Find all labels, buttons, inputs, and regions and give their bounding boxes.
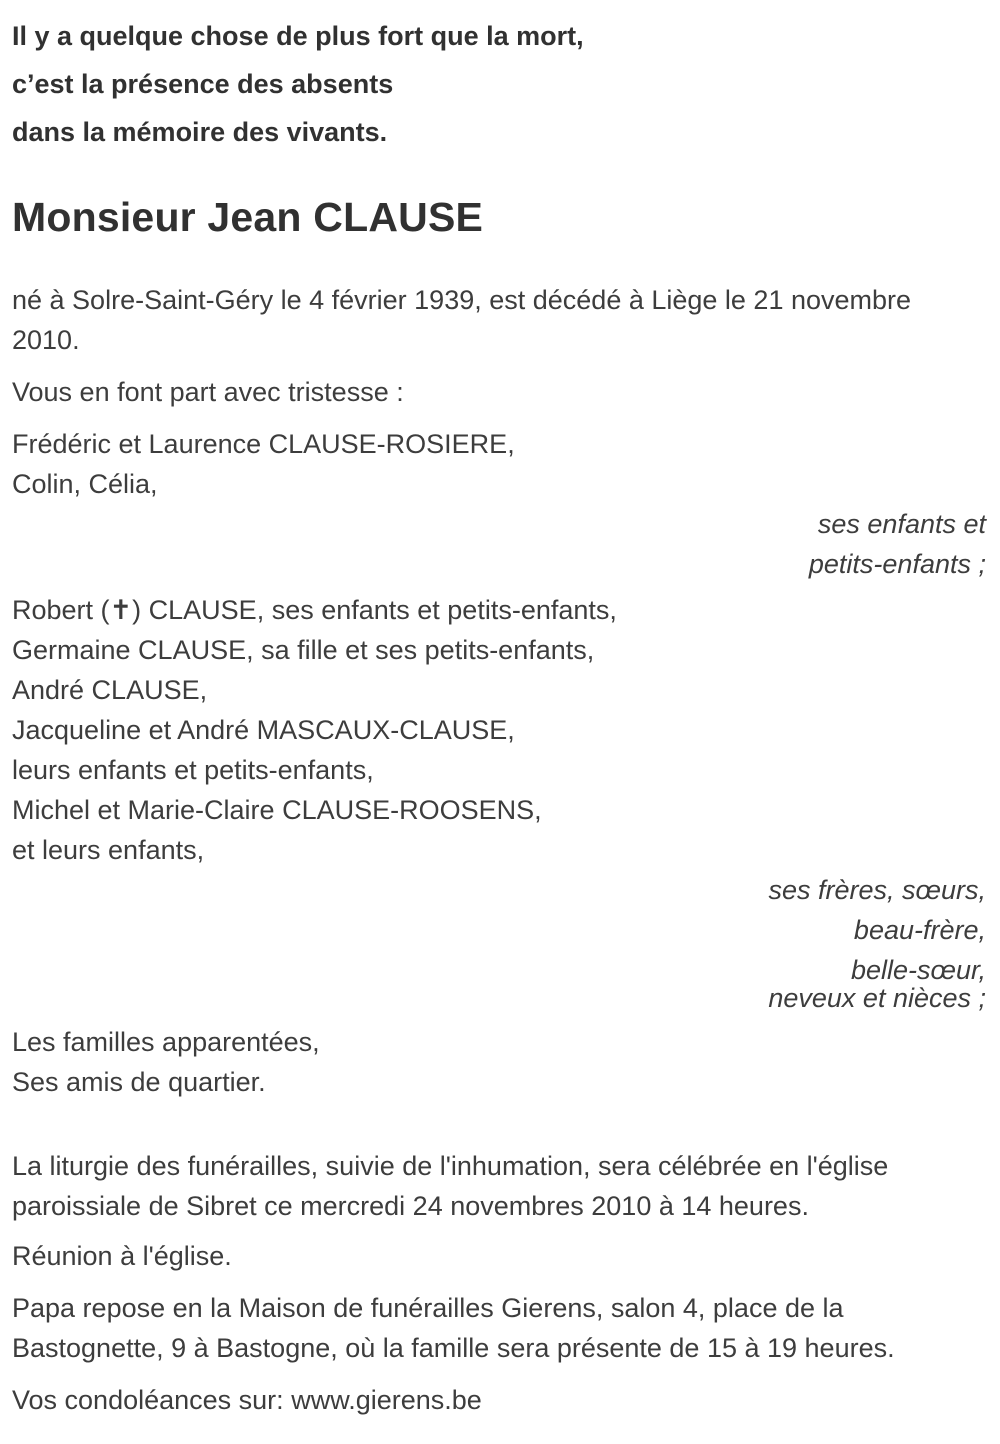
announcement-line: Vous en font part avec tristesse : — [12, 377, 404, 407]
relation-line: neveux et nièces ; — [768, 983, 986, 1013]
epigraph-line-1: Il y a quelque chose de plus fort que la mort, — [12, 21, 584, 51]
relation-line: ses frères, sœurs, — [768, 875, 986, 905]
children-relation — [12, 504, 986, 584]
condolences-label: Vos condoléances sur: — [12, 1385, 284, 1415]
family-line: Robert (✝) CLAUSE, ses enfants et petits-enfants, — [12, 595, 617, 625]
siblings-relation — [12, 870, 986, 1018]
siblings-group — [12, 590, 986, 870]
meeting-line: Réunion à l'église. — [12, 1241, 232, 1271]
repose-line: Papa repose en la Maison de funérailles Gierens, salon 4, place de la Bastognette, 9 à Bastogne, où la famille sera présente de 15 à 19 heures. — [12, 1293, 895, 1363]
family-line: Michel et Marie-Claire CLAUSE-ROOSENS, — [12, 795, 542, 825]
others-group — [12, 1022, 986, 1102]
relation-line: ses enfants et — [817, 509, 986, 539]
birth-death-line: né à Solre-Saint-Géry le 4 février 1939, est décédé à Liège le 21 novembre 2010. — [12, 285, 912, 355]
epigraph — [12, 12, 986, 156]
relation-line: petits-enfants ; — [808, 549, 986, 579]
family-line: André CLAUSE, — [12, 675, 208, 705]
relation-line: belle-sœur, — [850, 955, 986, 985]
condolences-url[interactable]: www.gierens.be — [291, 1385, 482, 1415]
family-line: Frédéric et Laurence CLAUSE-ROSIERE, — [12, 429, 515, 459]
epigraph-line-2: c’est la présence des absents — [12, 69, 394, 99]
family-line: Germaine CLAUSE, sa fille et ses petits-enfants, — [12, 635, 595, 665]
deceased-name: Monsieur Jean CLAUSE — [12, 194, 484, 240]
family-line: Les familles apparentées, — [12, 1027, 320, 1057]
family-line: leurs enfants et petits-enfants, — [12, 755, 374, 785]
relation-line: beau-frère, — [853, 915, 986, 945]
family-line: Colin, Célia, — [12, 469, 158, 499]
children-group — [12, 424, 986, 504]
family-line: Ses amis de quartier. — [12, 1067, 266, 1097]
family-line: Jacqueline et André MASCAUX-CLAUSE, — [12, 715, 515, 745]
family-line: et leurs enfants, — [12, 835, 205, 865]
condolences-line — [12, 1380, 986, 1420]
liturgy-line: La liturgie des funérailles, suivie de l'inhumation, sera célébrée en l'église paroissiale de Sibret ce mercredi 24 novembres 2010 à 14 heures. — [12, 1151, 889, 1221]
epigraph-line-3: dans la mémoire des vivants. — [12, 117, 388, 147]
